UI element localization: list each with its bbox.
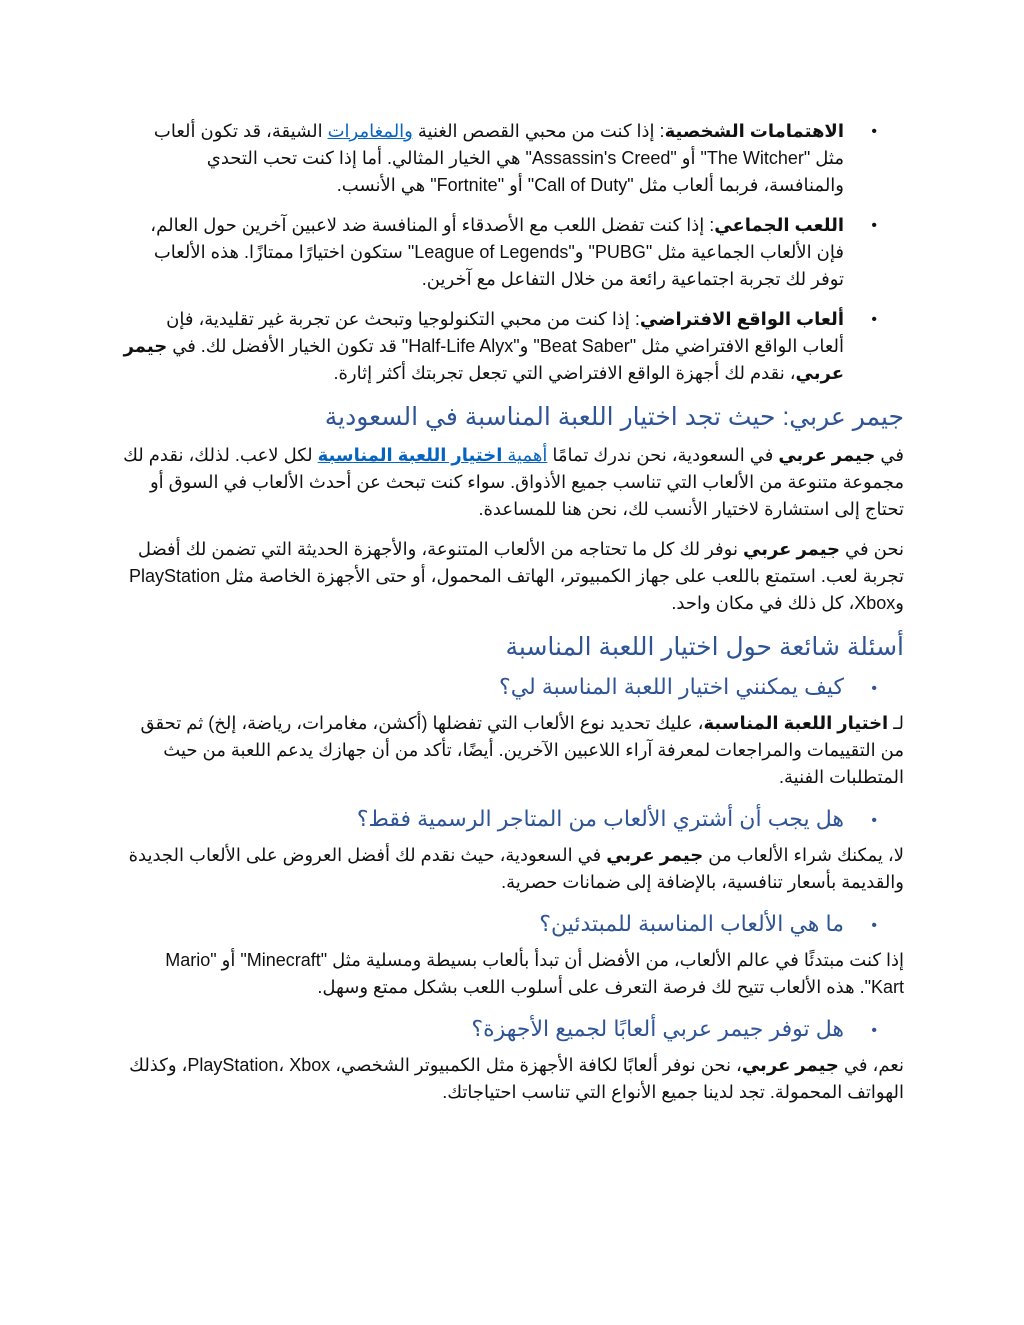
faq-question — [122, 672, 904, 702]
document-page — [122, 118, 904, 1119]
brand-name: جيمر عربي — [741, 1055, 839, 1075]
item-title: الاهتمامات الشخصية — [664, 121, 844, 141]
item-title: اللعب الجماعي — [714, 215, 844, 235]
importance-link[interactable] — [318, 445, 548, 465]
faq-answer — [122, 710, 904, 791]
text: لـ — [888, 713, 904, 733]
list-item — [122, 306, 844, 387]
faq-question — [122, 909, 904, 939]
intro-list — [122, 118, 904, 387]
item-text: الشيقة، قد تكون ألعاب مثل "The Witcher" أو "Assassin's Creed" هي الخيار المثالي. أما إذا كنت تحب التحدي والمنافسة، فربما ألعاب مثل "Call of Duty" أو "Fortnite" هي الأنسب. — [153, 121, 844, 195]
paragraph — [122, 536, 904, 617]
link-text-bold: اختيار اللعبة المناسبة — [317, 445, 503, 465]
text: إذا كنت مبتدئًا في عالم الألعاب، من الأفضل أن تبدأ بألعاب بسيطة ومسلية مثل "Minecraft" أو "Mario Kart". هذه الألعاب تتيح لك فرصة التعرف على أسلوب اللعب بشكل ممتع وسهل. — [165, 950, 904, 997]
question: • هل توفر جيمر عربي ألعابًا لجميع الأجهزة؟ — [122, 1014, 844, 1044]
paragraph — [122, 442, 904, 523]
item-text: ، نقدم لك أجهزة الواقع الافتراضي التي تجعل تجربتك أكثر إثارة. — [333, 363, 796, 383]
text: نعم، في — [838, 1055, 904, 1075]
text: ، نحن نوفر ألعابًا لكافة الأجهزة مثل الكمبيوتر الشخصي، PlayStation، Xbox، وكذلك الهواتف المحمولة. تجد لدينا جميع الأنواع التي تناسب احتياجاتك. — [129, 1055, 904, 1102]
text: في — [875, 445, 904, 465]
faq-answer — [122, 1052, 904, 1106]
bold-text: اختيار اللعبة المناسبة — [703, 713, 889, 733]
list-item — [122, 212, 844, 293]
brand-name: جيمر عربي — [123, 336, 844, 383]
faq-answer — [122, 842, 904, 896]
list-item — [122, 118, 844, 199]
question: • كيف يمكنني اختيار اللعبة المناسبة لي؟ — [122, 672, 844, 702]
adventures-link[interactable]: والمغامرات — [327, 121, 413, 141]
text: في السعودية، حيث نقدم لك أفضل العروض على الألعاب الجديدة والقديمة بأسعار تنافسية، بالإضافة إلى ضمانات حصرية. — [128, 845, 904, 892]
text: لا، يمكنك شراء الألعاب من — [703, 845, 904, 865]
item-text: : إذا كنت من محبي التكنولوجيا وتبحث عن تجربة غير تقليدية، فإن ألعاب الواقع الافتراضي مثل "Beat Saber" و"Half-Life Alyx" قد تكون الخيار الأفضل لك. في — [166, 309, 844, 356]
brand-name: جيمر عربي — [606, 845, 704, 865]
text: في السعودية، نحن ندرك تمامًا — [547, 445, 779, 465]
item-text: : إذا كنت تفضل اللعب مع الأصدقاء أو المنافسة ضد لاعبين آخرين حول العالم، فإن الألعاب الجماعية مثل "PUBG" و"League of Legends" ستكون اختيارًا ممتازًا. هذه الألعاب توفر لك تجربة اجتماعية رائعة من خلال التفاعل مع آخرين. — [150, 215, 844, 289]
text: ، عليك تحديد نوع الألعاب التي تفضلها (أكشن، مغامرات، رياضة، إلخ) ثم تحقق من التقييمات والمراجعات لمعرفة آراء اللاعبين الآخرين. أيضًا، تأكد من أن جهازك يدعم اللعبة من حيث المتطلبات الفنية. — [140, 713, 904, 787]
brand-name: جيمر عربي — [778, 445, 876, 465]
faq-question — [122, 804, 904, 834]
question: • هل يجب أن أشتري الألعاب من المتاجر الرسمية فقط؟ — [122, 804, 844, 834]
faq-answer — [122, 947, 904, 1001]
link-text: أهمية — [502, 445, 548, 465]
item-text: : إذا كنت من محبي القصص الغنية — [412, 121, 665, 141]
text: نحن في — [840, 539, 904, 559]
brand-name: جيمر عربي — [742, 539, 841, 559]
text: لكل لاعب. لذلك، نقدم لك مجموعة متنوعة من الألعاب التي تناسب جميع الأذواق. سواء كنت تبحث عن أحدث الألعاب في السوق أو تحتاج إلى استشارة لاختيار الأنسب لك، نحن هنا للمساعدة. — [123, 445, 904, 519]
section-heading: جيمر عربي: حيث تجد اختيار اللعبة المناسبة في السعودية — [324, 403, 904, 431]
faq-question — [122, 1014, 904, 1044]
text: نوفر لك كل ما تحتاجه من الألعاب المتنوعة، والأجهزة الحديثة التي تضمن لك أفضل تجربة لعب. استمتع باللعب على جهاز الكمبيوتر، الهاتف المحمول، أو حتى الأجهزة الخاصة مثل PlayStation وXbox، كل ذلك في مكان واحد. — [129, 539, 904, 613]
item-title: ألعاب الواقع الافتراضي — [639, 309, 844, 329]
faq-heading: أسئلة شائعة حول اختيار اللعبة المناسبة — [505, 633, 904, 661]
question: • ما هي الألعاب المناسبة للمبتدئين؟ — [122, 909, 844, 939]
